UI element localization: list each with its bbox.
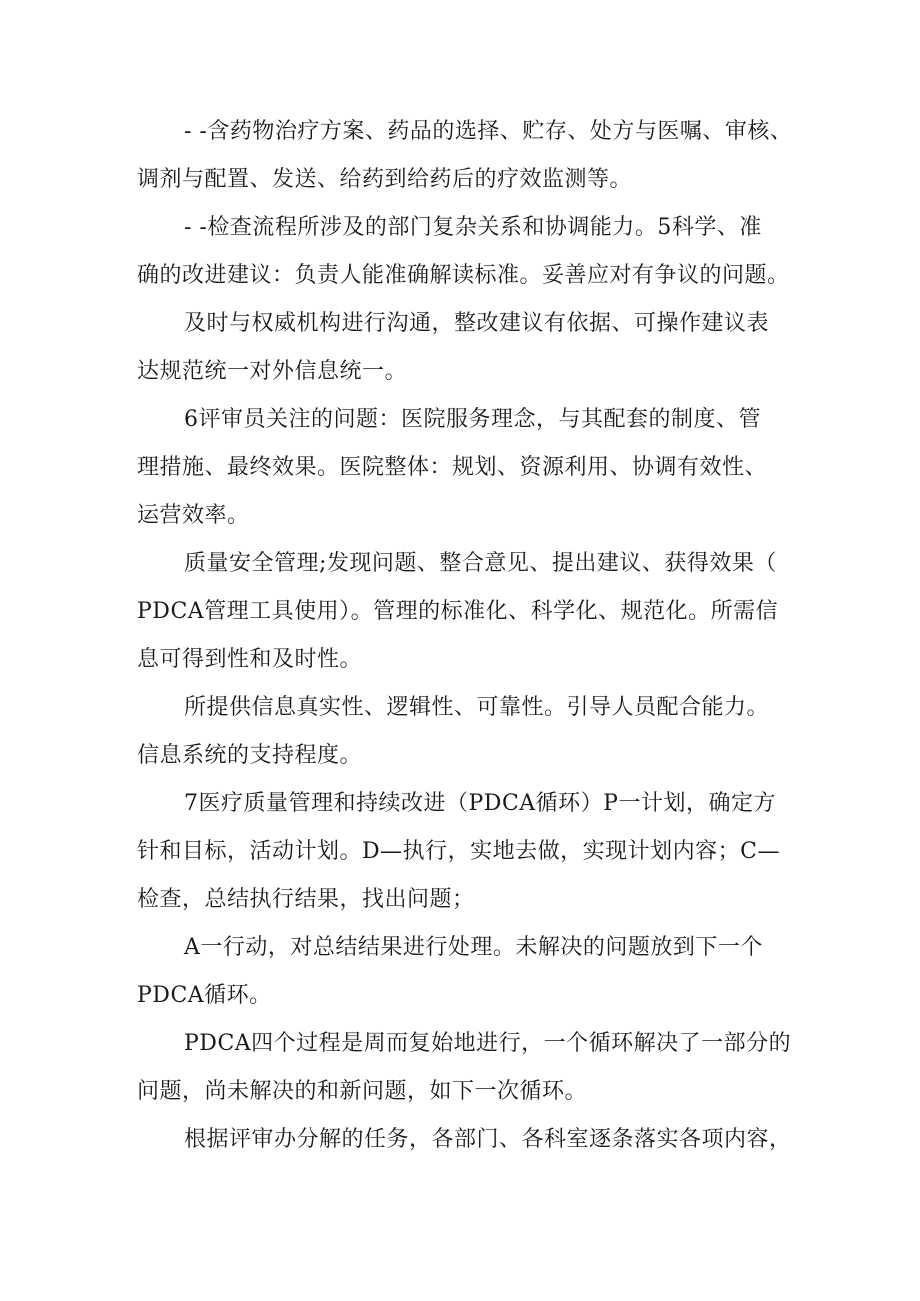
text-line: 质量安全管理;发现问题、整合意见、提出建议、获得效果（ [184, 551, 777, 576]
text-line: 检查，总结执行结果，找出问题； [137, 887, 475, 912]
text-line: 达规范统一对外信息统一。 [137, 359, 408, 384]
text-line: - -检查流程所涉及的部门复杂关系和协调能力。5科学、准 [184, 215, 762, 240]
text-line: 7医疗质量管理和持续改进（PDCA循环）P一计划，确定方 [184, 791, 776, 816]
text-line: PDCA循环。 [137, 983, 272, 1008]
text-line: 息可得到性和及时性。 [137, 647, 363, 672]
text-line: 确的改进建议：负责人能准确解读标准。妥善应对有争议的问题。 [137, 263, 790, 288]
text-line: 根据评审办分解的任务，各部门、各科室逐条落实各项内容， [184, 1127, 792, 1152]
text-line: - -含药物治疗方案、药品的选择、贮存、处方与医嘱、审核、 [184, 119, 793, 144]
text-line: PDCA四个过程是周而复始地进行，一个循环解决了一部分的 [184, 1031, 792, 1056]
text-line: 运营效率。 [137, 503, 250, 528]
text-line: 理措施、最终效果。医院整体：规划、资源利用、协调有效性、 [137, 455, 768, 480]
text-line: A一行动，对总结结果进行处理。未解决的问题放到下一个 [184, 935, 763, 960]
text-line: 所提供信息真实性、逻辑性、可靠性。引导人员配合能力。 [184, 695, 770, 720]
text-line: 问题，尚未解决的和新问题，如下一次循环。 [137, 1079, 588, 1104]
text-line: 调剂与配置、发送、给药到给药后的疗效监测等。 [137, 167, 633, 192]
text-line: 及时与权威机构进行沟通，整改建议有依据、可操作建议表 [184, 311, 770, 336]
text-line: 针和目标，活动计划。D—执行，实地去做，实现计划内容；C— [137, 839, 780, 864]
text-line: 6评审员关注的问题：医院服务理念，与其配套的制度、管 [184, 407, 761, 432]
text-line: 信息系统的支持程度。 [137, 743, 363, 768]
text-line: PDCA管理工具使用）。管理的标准化、科学化、规范化。所需信 [137, 599, 779, 624]
